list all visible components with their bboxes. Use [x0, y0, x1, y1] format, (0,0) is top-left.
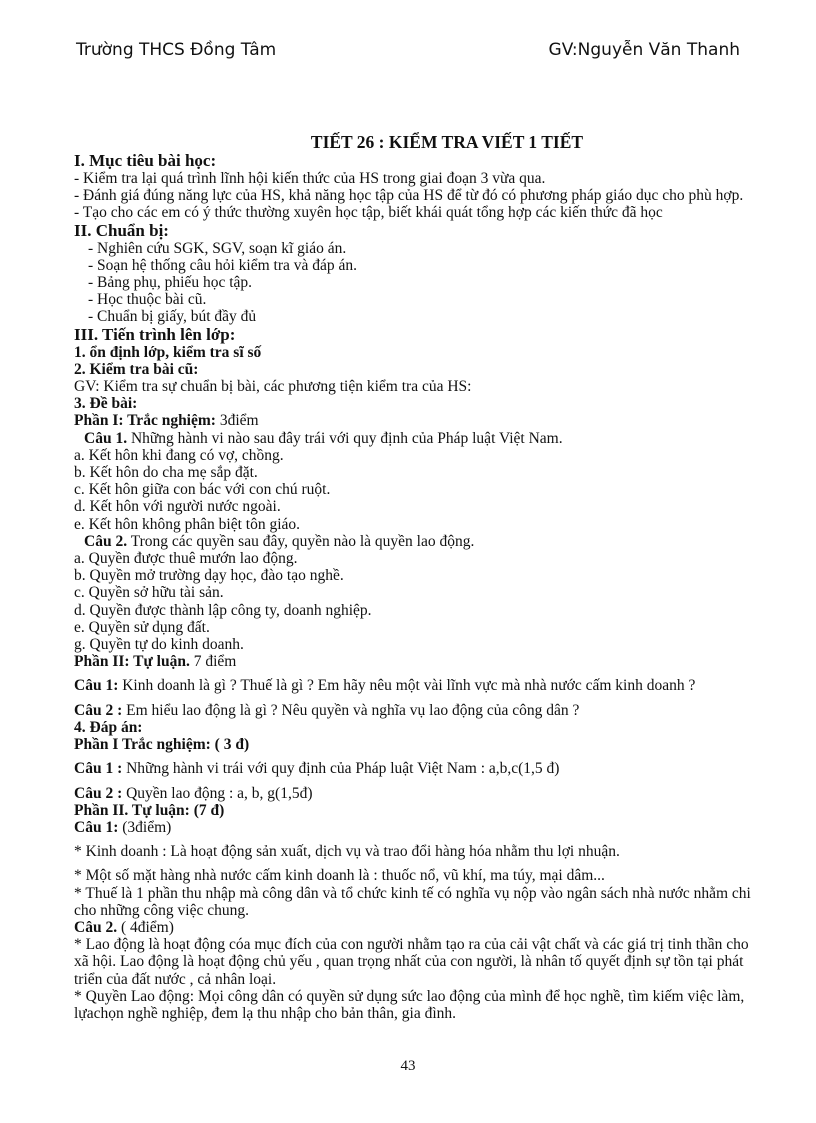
q2-option: a. Quyền được thuê mướn lao động.: [74, 550, 298, 568]
q2-option: b. Quyền mở trường dạy học, đào tạo nghề.: [74, 567, 344, 585]
essay-answer-2-line: * Lao động là hoạt động cóa mục đích của con người nhằm tạo ra của cải vật chất và các giá trị tinh thần cho xã hội. Lao động là hoạt động chủ yếu , quan trọng nhất của con người, là nhân tố quyết định sự tồn tại phát triển của đất nước , cả nhân loại.: [74, 936, 749, 988]
answers-part2-heading: Phần II. Tự luận: (7 đ): [74, 801, 225, 819]
essay-question-2-label: Câu 2 :: [74, 701, 123, 719]
answer-2-label: Câu 2 :: [74, 784, 123, 802]
section1-line: - Tạo cho các em có ý thức thường xuyên học tập, biết khái quát tổng hợp các kiến thức đã học: [74, 204, 663, 222]
page-title: TIẾT 26 : KIỂM TRA VIẾT 1 TIẾT: [310, 132, 584, 152]
essay-answer-2-points: ( 4điểm): [120, 918, 174, 936]
header-teacher: GV:Nguyễn Văn Thanh: [548, 40, 740, 60]
section3-heading: III. Tiến trình lên lớp:: [74, 324, 236, 344]
question-2: [74, 533, 760, 550]
question-1-text: Những hành vi nào sau đây trái với quy định của Pháp luật Việt Nam.: [130, 429, 563, 447]
essay-answer-1-line: * Một số mặt hàng nhà nước cấm kinh doanh là : thuốc nổ, vũ khí, ma túy, mại dâm...: [74, 867, 605, 885]
document-body: [74, 132, 760, 1022]
answer-2-text: Quyền lao động : a, b, g(1,5đ): [126, 784, 313, 802]
q2-option: g. Quyền tự do kinh doanh.: [74, 636, 244, 654]
essay-question-2-text: Em hiểu lao động là gì ? Nêu quyền và nghĩa vụ lao động của công dân ?: [126, 701, 580, 719]
step2-heading: 2. Kiểm tra bài cũ:: [74, 360, 199, 378]
answers-heading: 4. Đáp án:: [74, 718, 143, 736]
part1-label: Phần I: Trắc nghiệm:: [74, 412, 216, 430]
step2-text: GV: Kiểm tra sự chuẩn bị bài, các phương tiện kiểm tra của HS:: [74, 378, 472, 396]
essay-question-1: [74, 677, 760, 694]
part1-heading: [74, 412, 760, 429]
section2-line: - Soạn hệ thống câu hỏi kiểm tra và đáp án.: [88, 256, 358, 274]
q2-option: c. Quyền sở hữu tài sản.: [74, 584, 224, 602]
section2-line: - Nghiên cứu SGK, SGV, soạn kĩ giáo án.: [88, 239, 347, 257]
section1-line: - Đánh giá đúng năng lực của HS, khả năng học tập của HS để từ đó có phương pháp giáo dục cho phù hợp.: [74, 187, 744, 205]
part2-label: Phần II: Tự luận.: [74, 653, 190, 671]
question-2-label: Câu 2.: [84, 532, 128, 550]
answers-part1-heading: Phần I Trắc nghiệm: ( 3 đ): [74, 736, 250, 754]
essay-question-1-label: Câu 1:: [74, 677, 119, 695]
section2-line: - Học thuộc bài cũ.: [88, 291, 207, 309]
q1-option: c. Kết hôn giữa con bác với con chú ruột.: [74, 481, 331, 499]
essay-answer-2-heading: [74, 919, 760, 936]
q2-option: e. Quyền sử dụng đất.: [74, 618, 210, 636]
essay-answer-1-line: * Kinh doanh : Là hoạt động sản xuất, dịch vụ và trao đổi hàng hóa nhằm thu lợi nhuận.: [74, 843, 620, 861]
q1-option: d. Kết hôn với người nước ngoài.: [74, 498, 281, 516]
section1-heading: I. Mục tiêu bài học:: [74, 151, 217, 170]
question-1-label: Câu 1.: [84, 429, 128, 447]
essay-answer-1-line: * Thuế là 1 phần thu nhập mà công dân và tổ chức kinh tế có nghĩa vụ nộp vào ngân sách nhà nước nhằm chi cho những công việc chung.: [74, 884, 751, 919]
essay-answer-2-line: * Quyền Lao động: Mọi công dân có quyền sử dụng sức lao động của mình để học nghề, tìm kiếm việc làm, lựachọn nghề nghiệp, đem lạ thu nhập cho bản thân, gia đình.: [74, 987, 745, 1022]
section2-line: - Chuẩn bị giấy, bút đầy đủ: [88, 308, 257, 326]
essay-answer-1-points: (3điểm): [122, 818, 172, 836]
answer-2: [74, 785, 760, 802]
q1-option: e. Kết hôn không phân biệt tôn giáo.: [74, 515, 300, 533]
section2-heading: II. Chuẩn bị:: [74, 220, 169, 240]
essay-answer-1-heading: [74, 819, 760, 836]
essay-answer-2-label: Câu 2.: [74, 918, 118, 936]
step3-heading: 3. Đề bài:: [74, 395, 138, 413]
essay-question-1-text: Kinh doanh là gì ? Thuế là gì ? Em hãy nêu một vài lĩnh vực mà nhà nước cấm kinh doanh ?: [122, 677, 696, 695]
answer-1-text: Những hành vi trái với quy định của Pháp luật Việt Nam : a,b,c(1,5 đ): [126, 760, 560, 778]
part1-points: 3điểm: [219, 412, 259, 430]
section1-line: - Kiểm tra lại quá trình lĩnh hội kiến thức của HS trong giai đoạn 3 vừa qua.: [74, 170, 546, 187]
page-number: 43: [400, 1058, 416, 1074]
answer-1-label: Câu 1 :: [74, 760, 123, 778]
q1-option: a. Kết hôn khi đang có vợ, chồng.: [74, 446, 284, 464]
part2-points: 7 điểm: [193, 653, 237, 671]
section2-line: - Bảng phụ, phiếu học tập.: [88, 274, 253, 292]
header-school: Trường THCS Đồng Tâm: [76, 40, 277, 60]
step1-heading: 1. ổn định lớp, kiểm tra sĩ số: [74, 343, 262, 361]
question-2-text: Trong các quyền sau đây, quyền nào là quyền lao động.: [130, 532, 475, 550]
q1-option: b. Kết hôn do cha mẹ sắp đặt.: [74, 464, 258, 482]
q2-option: d. Quyền được thành lập công ty, doanh nghiệp.: [74, 601, 372, 619]
answer-1: [74, 760, 760, 777]
question-1: [74, 430, 760, 447]
part2-heading: [74, 653, 760, 670]
essay-answer-1-label: Câu 1:: [74, 818, 119, 836]
essay-question-2: [74, 702, 760, 719]
